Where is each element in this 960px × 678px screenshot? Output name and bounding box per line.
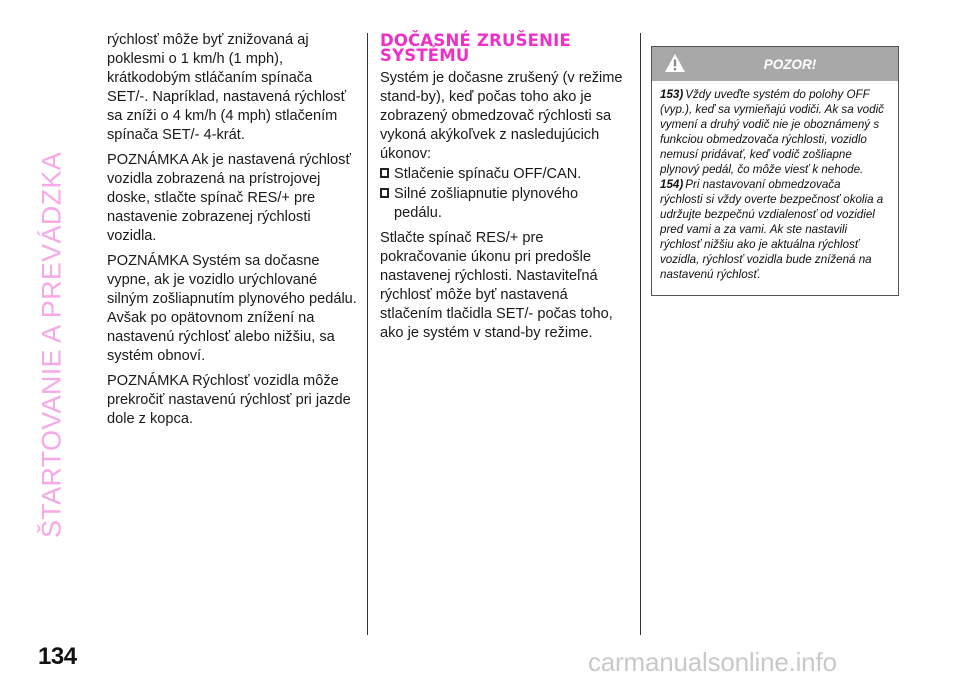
list-item-text: Silné zošliapnutie plynového pedálu. [394,186,579,221]
column-divider-right [640,33,641,635]
section-title: DOČASNÉ ZRUŠENIE SYSTÉMU [380,31,571,65]
note-paragraph: POZNÁMKA Ak je nastavená rýchlosť vozidla zobrazená na prístrojovej doske, stlačte spínač RES/+ pre nastavenie zobrazenej rýchlosti vozidla. [107,152,351,244]
warning-item [660,87,884,177]
checkbox-bullet-icon [380,168,389,178]
warning-item-number: 153) [660,88,684,101]
warning-item-number: 154) [660,178,684,191]
warning-title: POZOR! [763,57,817,72]
list-item [380,165,630,184]
column-divider-left [367,33,368,635]
note-paragraph: POZNÁMKA Systém sa dočasne vypne, ak je vozidlo urýchlované silným zošliapnutím plynového pedálu. Avšak po opätovnom znížení na nastavenú rýchlosť alebo nižšiu, sa systém obnoví. [107,253,357,364]
list-item [380,185,630,223]
paragraph: rýchlosť môže byť znižovaná aj poklesmi o 1 km/h (1 mph), krátkodobým stláčaním spínača SET/-. Napríklad, nastavená rýchlosť sa zníži o 4 km/h (4 mph) stlačením spínača SET/- 4-krát. [107,32,347,143]
warning-body [652,81,898,282]
warning-item [660,177,884,282]
warning-item-text: Vždy uveďte systém do polohy OFF (vyp.), keď sa vymieňajú vodiči. Ak sa vodič vymení a druhý vodič nie je oboznámený s funkciou obmedzovača rýchlosti, vozidlo nemusí pridávať, keď vodič zošliapne plynový pedál, čo môže viesť k nehode. [660,88,884,176]
page-number: 134 [38,643,77,670]
outro-paragraph: Stlačte spínač RES/+ pre pokračovanie úkonu pri predošle nastavenej rýchlosti. Nastaviteľná rýchlosť môže byť nastavená stlačením tlačidla SET/- počas toho, ako je systém v stand-by režime. [380,230,613,341]
warning-item-text: Pri nastavovaní obmedzovača rýchlosti si vždy overte bezpečnosť okolia a udržujte bezpečnú vzdialenosť od vozidiel pred vami a za vami. Ak ste nastavili rýchlosť nižšiu ako je aktuálna rýchlosť vozidla, rýchlosť vozidla bude znížená na nastavenú rýchlosť. [660,178,884,281]
list-item-text: Stlačenie spínaču OFF/CAN. [394,166,582,182]
text-column-middle [380,33,630,349]
warning-header [652,47,898,81]
intro-paragraph: Systém je dočasne zrušený (v režime stand-by), keď počas toho ako je zobrazený obmedzovač rýchlosti sa vykoná akýkoľvek z nasledujúcich úkonov: [380,70,623,162]
text-column-left [107,31,357,435]
side-section-title: ŠTARTOVANIE A PREVÁDZKA [36,151,67,539]
checkbox-bullet-icon [380,188,389,198]
note-paragraph: POZNÁMKA Rýchlosť vozidla môže prekročiť nastavenú rýchlosť pri jazde dole z kopca. [107,373,351,427]
warning-box [651,46,899,296]
watermark: carmanualsonline.info [588,647,837,677]
